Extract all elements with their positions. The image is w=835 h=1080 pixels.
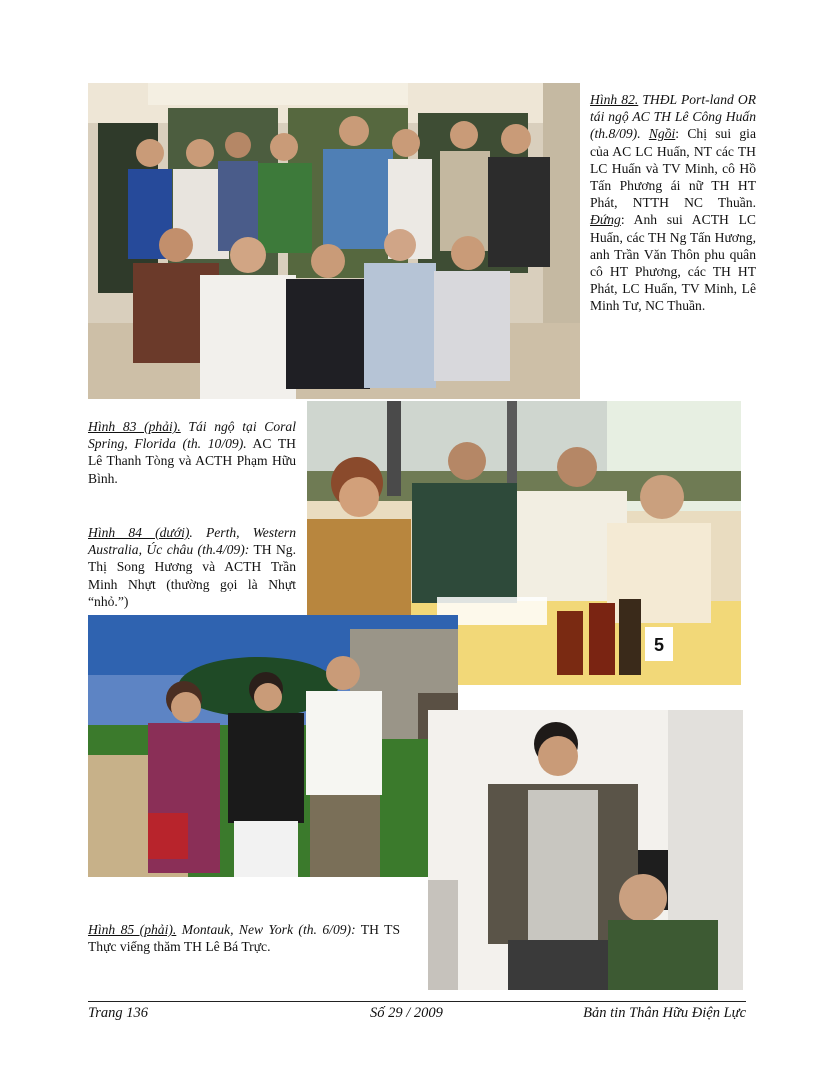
caption-fig85-title: Montauk, New York (th. 6/09): bbox=[176, 922, 356, 937]
caption-fig83-text: AC TH Lê Thanh Tòng và ACTH Phạm Hữu Bình. bbox=[88, 436, 296, 486]
photo-fig84-perth bbox=[88, 615, 458, 877]
caption-fig82-standing-label: Đứng bbox=[590, 212, 621, 228]
caption-fig84-title: . Perth, Western Australia, Úc châu (th.4/09): bbox=[88, 525, 296, 558]
caption-fig82-seated-label: Ngồi bbox=[648, 126, 676, 142]
caption-fig84-label: Hình 84 (dưới) bbox=[88, 525, 190, 540]
footer-page-number: Trang 136 bbox=[88, 1005, 149, 1021]
caption-fig82-label: Hình 82. bbox=[590, 92, 639, 107]
caption-fig83-title: Tái ngộ tại Coral Spring, Florida (th. 10/09). bbox=[88, 419, 296, 452]
footer-publication: Bản tin Thân Hữu Điện Lực bbox=[583, 1005, 746, 1021]
caption-fig82 bbox=[590, 91, 756, 315]
table-number: 5 bbox=[653, 635, 665, 655]
caption-fig82-seated-text: : Chị sui gia của AC LC Huấn, NT các TH LC Huấn và TV Minh, cô Hồ Tấn Phương ái nữ TH HT Phát, NTTH NC Thuần. bbox=[590, 126, 756, 211]
caption-fig84-text: TH Ng. Thị Song Hương và ACTH Trần Minh Nhựt (thường gọi là Nhựt “nhỏ.”) bbox=[88, 542, 296, 609]
caption-fig83 bbox=[88, 418, 296, 487]
photo-fig85-montauk bbox=[428, 710, 743, 990]
photo-fig82-group bbox=[88, 83, 580, 399]
footer-issue: Số 29 / 2009 bbox=[370, 1005, 443, 1021]
caption-fig82-standing-text: : Anh sui ACTH LC Huấn, các TH Ng Tấn Hương, anh Trần Văn Thôn phu quân cô HT Phương, các TH HT Phát, LC Huấn, TV Minh, Lê Minh Tư, NC Thuần. bbox=[590, 212, 756, 314]
caption-fig85-label: Hình 85 (phải). bbox=[88, 922, 177, 937]
caption-fig82-title: THĐL Port-land OR tái ngộ AC TH Lê Công Huấn (th.8/09). bbox=[590, 92, 757, 142]
caption-fig85 bbox=[88, 921, 400, 955]
caption-fig84 bbox=[88, 524, 296, 610]
footer-rule bbox=[88, 1001, 746, 1002]
caption-fig83-label: Hình 83 (phải). bbox=[88, 419, 181, 434]
caption-fig85-text: TH TS Thực viếng thăm TH Lê Bá Trực. bbox=[88, 922, 400, 955]
